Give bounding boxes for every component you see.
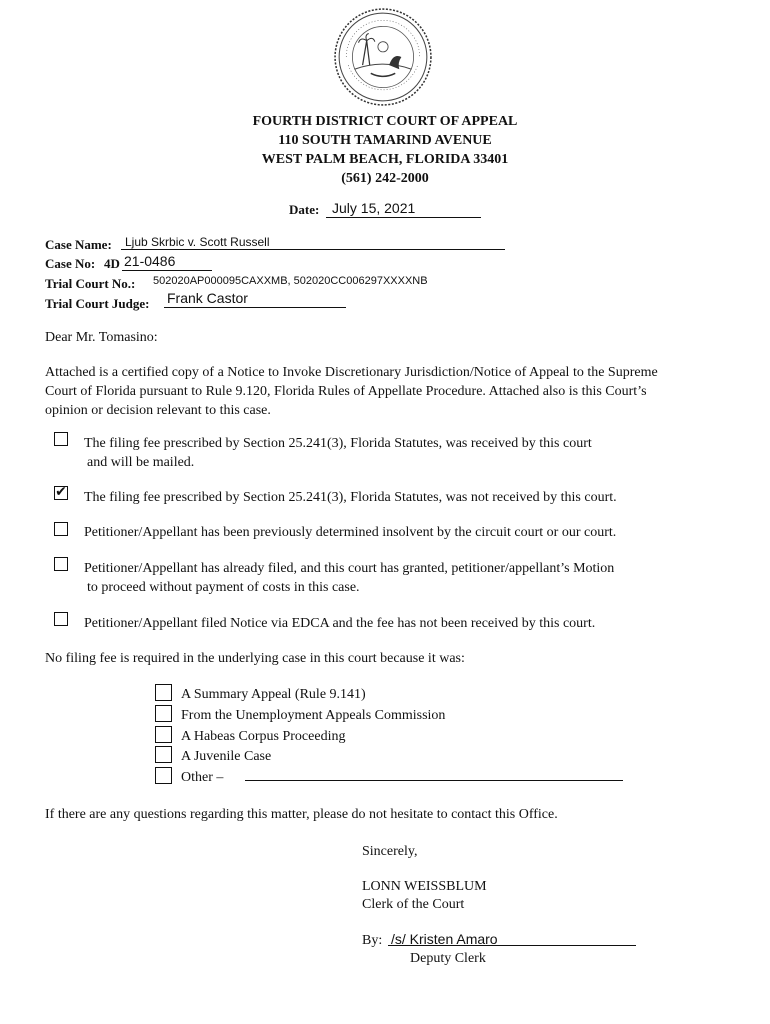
fee-option-checkbox-4[interactable] [54, 557, 68, 571]
clerk-name: LONN WEISSBLUM [362, 879, 487, 894]
clerk-title: Clerk of the Court [362, 897, 465, 912]
fee-option-text-1 [84, 434, 592, 472]
fee-option-1-line-2: and will be mailed. [87, 455, 195, 470]
fee-option-checkbox-1[interactable] [54, 432, 68, 446]
case-no-value: 21-0486 [124, 253, 176, 269]
sincerely-text: Sincerely, [362, 844, 418, 859]
fee-option-4-line-1: Petitioner/Appellant has already filed, and this court has granted, petitioner/appellant’s Motion [84, 561, 615, 576]
no-fee-option-juvenile: A Juvenile Case [181, 749, 272, 764]
salutation: Dear Mr. Tomasino: [45, 330, 158, 345]
body-line-2: Court of Florida pursuant to Rule 9.120, Florida Rules of Appellate Procedure. Attached also is this Court’s [45, 384, 647, 399]
no-fee-checkbox-unemployment[interactable] [155, 705, 172, 722]
case-name-field[interactable] [121, 234, 505, 250]
no-fee-option-summary-appeal: A Summary Appeal (Rule 9.141) [181, 687, 366, 702]
case-name-value: Ljub Skrbic v. Scott Russell [125, 235, 270, 249]
judge-label: Trial Court Judge: [45, 296, 150, 311]
no-fee-checkbox-other[interactable] [155, 767, 172, 784]
other-reason-field[interactable] [245, 767, 623, 781]
case-name-label: Case Name: [45, 237, 112, 252]
trial-no-value: 502020AP000095CAXXMB, 502020CC006297XXXXNB [153, 275, 428, 287]
fee-option-4-line-2: to proceed without payment of costs in this case. [87, 580, 360, 595]
trial-no-field[interactable] [151, 274, 436, 289]
no-fee-option-unemployment: From the Unemployment Appeals Commission [181, 708, 446, 723]
judge-value: Frank Castor [167, 290, 248, 306]
court-street: 110 SOUTH TAMARIND AVENUE [278, 133, 492, 148]
body-paragraph [45, 363, 658, 420]
fee-option-checkbox-5[interactable] [54, 612, 68, 626]
court-header [0, 112, 770, 188]
court-phone: (561) 242-2000 [341, 171, 429, 186]
no-fee-option-habeas-corpus: A Habeas Corpus Proceeding [181, 729, 346, 744]
court-name: FOURTH DISTRICT COURT OF APPEAL [252, 114, 518, 129]
fee-option-text-5: Petitioner/Appellant filed Notice via EDCA and the fee has not been received by this court. [84, 616, 596, 631]
trial-no-label: Trial Court No.: [45, 276, 136, 291]
no-fee-intro: No filing fee is required in the underlying case in this court because it was: [45, 651, 465, 666]
judge-field[interactable] [164, 292, 346, 308]
fee-option-text-4 [84, 559, 614, 597]
signature-value: /s/ Kristen Amaro [391, 931, 498, 947]
date-field[interactable] [326, 202, 481, 218]
questions-text: If there are any questions regarding this matter, please do not hesitate to contact this Office. [45, 807, 558, 822]
fee-option-checkbox-3[interactable] [54, 522, 68, 536]
fee-option-text-3: Petitioner/Appellant has been previously determined insolvent by the circuit court or our court. [84, 525, 617, 540]
state-seal-icon [332, 6, 434, 108]
body-line-3: opinion or decision relevant to this case. [45, 403, 271, 418]
fee-option-1-line-1: The filing fee prescribed by Section 25.241(3), Florida Statutes, was received by this court [84, 436, 592, 451]
case-no-field[interactable] [122, 255, 212, 271]
check-mark-icon: ✔ [55, 484, 67, 500]
by-label: By: [362, 933, 383, 948]
court-city: WEST PALM BEACH, FLORIDA 33401 [261, 152, 509, 167]
body-line-1: Attached is a certified copy of a Notice to Invoke Discretionary Jurisdiction/Notice of Appeal to the Supreme [45, 365, 658, 380]
no-fee-checkbox-juvenile[interactable] [155, 746, 172, 763]
fee-option-checkbox-2[interactable] [54, 486, 68, 500]
case-no-label: Case No: [45, 256, 96, 271]
no-fee-checkbox-summary-appeal[interactable] [155, 684, 172, 701]
date-label: Date: [289, 202, 320, 217]
deputy-clerk-title: Deputy Clerk [410, 951, 486, 966]
case-no-prefix: 4D [104, 256, 120, 271]
signature-field[interactable] [388, 930, 636, 946]
no-fee-option-other: Other – [181, 770, 224, 785]
no-fee-checkbox-habeas-corpus[interactable] [155, 726, 172, 743]
fee-option-text-2: The filing fee prescribed by Section 25.241(3), Florida Statutes, was not received by this court. [84, 490, 617, 505]
date-value: July 15, 2021 [332, 200, 416, 216]
